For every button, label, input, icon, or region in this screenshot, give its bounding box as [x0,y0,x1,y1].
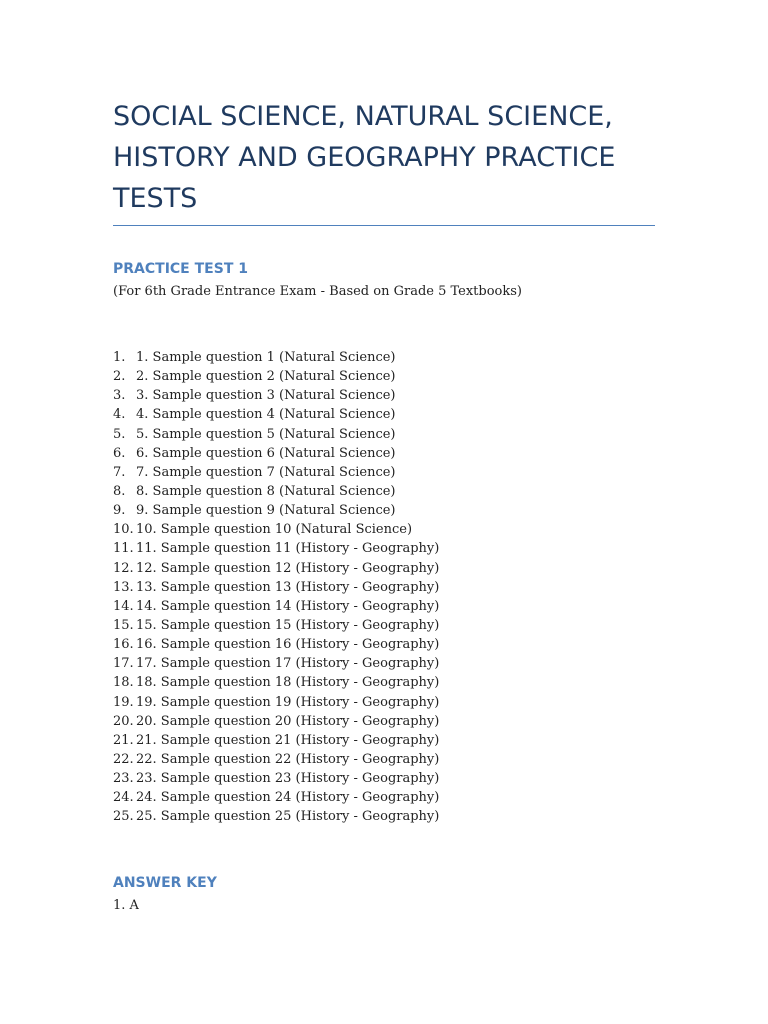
question-text: 22. Sample question 22 (History - Geography) [136,751,440,767]
question-item [113,348,655,367]
question-item [113,539,655,558]
question-item [113,769,655,788]
question-text: 16. Sample question 16 (History - Geography) [136,637,440,653]
question-list [113,348,655,827]
question-number: 16. [113,637,134,653]
question-text: 14. Sample question 14 (History - Geography) [136,598,440,614]
question-text: 18. Sample question 18 (History - Geography) [136,675,440,691]
question-item [113,693,655,712]
question-number: 23. [113,771,134,787]
question-item [113,731,655,750]
question-item [113,501,655,520]
question-item [113,520,655,539]
question-number: 7. [113,464,126,480]
question-item [113,578,655,597]
question-item [113,386,655,405]
question-number: 9. [113,503,126,519]
question-number: 18. [113,675,134,691]
answer-key-heading: ANSWER KEY [113,874,217,891]
question-item [113,788,655,807]
question-text: 2. Sample question 2 (Natural Science) [136,369,396,385]
question-text: 3. Sample question 3 (Natural Science) [136,388,396,404]
question-text: 8. Sample question 8 (Natural Science) [136,483,396,499]
question-item [113,367,655,386]
question-item [113,616,655,635]
answer-item: 1. A [113,897,139,913]
question-item [113,425,655,444]
question-text: 9. Sample question 9 (Natural Science) [136,503,396,519]
question-text: 25. Sample question 25 (History - Geography) [136,809,440,825]
question-item [113,712,655,731]
question-text: 10. Sample question 10 (Natural Science) [136,522,413,538]
question-number: 24. [113,790,134,806]
question-item [113,654,655,673]
question-number: 1. [113,350,126,365]
question-number: 25. [113,809,134,825]
question-number: 6. [113,445,126,461]
question-text: 24. Sample question 24 (History - Geography) [136,790,440,806]
question-text: 13. Sample question 13 (History - Geography) [136,579,440,595]
question-number: 13. [113,579,134,595]
question-text: 7. Sample question 7 (Natural Science) [136,464,396,480]
question-text: 4. Sample question 4 (Natural Science) [136,407,396,423]
question-item [113,463,655,482]
question-number: 8. [113,483,126,499]
document-content [113,96,655,915]
question-text: 1. Sample question 1 (Natural Science) [136,350,396,365]
question-number: 21. [113,732,134,748]
question-text: 17. Sample question 17 (History - Geography) [136,656,440,672]
question-text: 20. Sample question 20 (History - Geography) [136,713,440,729]
practice-test-subtitle: (For 6th Grade Entrance Exam - Based on Grade 5 Textbooks) [113,284,522,299]
question-number: 5. [113,426,126,442]
question-item [113,597,655,616]
question-number: 22. [113,751,134,767]
question-number: 3. [113,388,126,404]
question-number: 17. [113,656,134,672]
question-item [113,807,655,826]
question-text: 23. Sample question 23 (History - Geography) [136,771,440,787]
question-text: 21. Sample question 21 (History - Geography) [136,732,440,748]
question-item [113,444,655,463]
question-number: 4. [113,407,126,423]
question-item [113,673,655,692]
question-number: 15. [113,617,134,633]
question-text: 12. Sample question 12 (History - Geography) [136,560,440,576]
document-title: SOCIAL SCIENCE, NATURAL SCIENCE, HISTORY AND GEOGRAPHY PRACTICE TESTS [113,101,616,214]
practice-test-heading: PRACTICE TEST 1 [113,261,248,277]
title-divider [113,225,655,226]
question-item [113,559,655,578]
question-text: 6. Sample question 6 (Natural Science) [136,445,396,461]
question-item [113,405,655,424]
question-text: 15. Sample question 15 (History - Geography) [136,617,440,633]
question-item [113,482,655,501]
question-item [113,635,655,654]
question-number: 14. [113,598,134,614]
question-item [113,750,655,769]
question-number: 19. [113,694,134,710]
question-number: 12. [113,560,134,576]
question-text: 5. Sample question 5 (Natural Science) [136,426,396,442]
question-number: 20. [113,713,134,729]
question-number: 11. [113,541,134,557]
question-number: 2. [113,369,126,385]
question-number: 10. [113,522,134,538]
question-text: 11. Sample question 11 (History - Geography) [136,541,440,557]
question-text: 19. Sample question 19 (History - Geography) [136,694,440,710]
